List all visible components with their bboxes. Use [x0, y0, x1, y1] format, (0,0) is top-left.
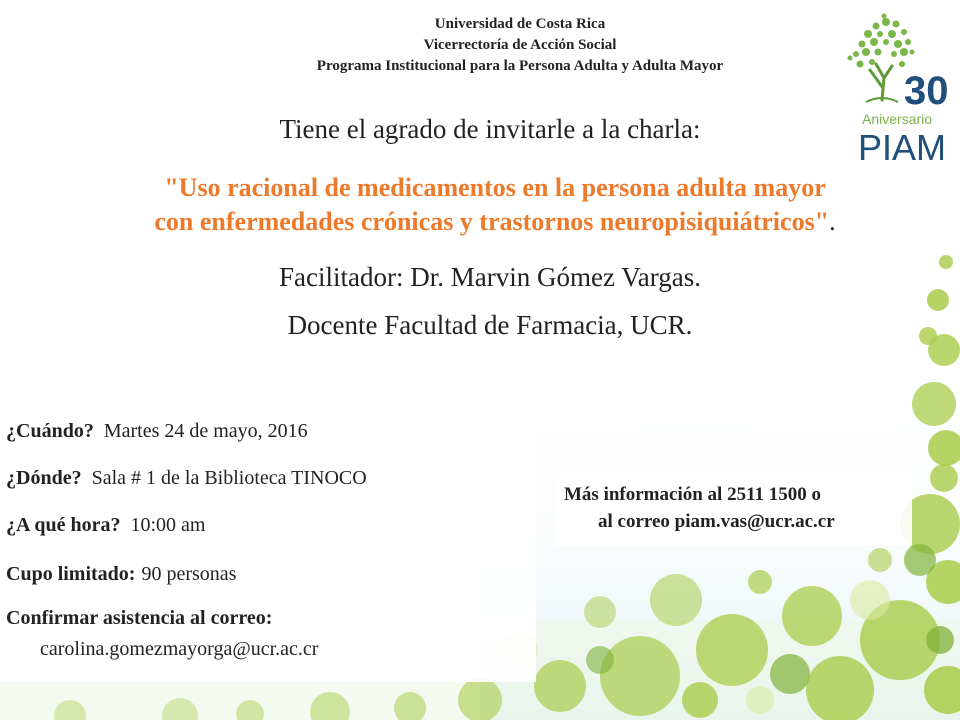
detail-time-value: 10:00 am [130, 514, 206, 536]
invitation-text: Tiene el agrado de invitarle a la charla: [279, 114, 701, 144]
header-vicerrectoria: Vicerrectoría de Acción Social [423, 37, 617, 53]
institution-header [200, 14, 840, 77]
logo-subtitle: Aniversario [862, 111, 933, 127]
more-info [560, 481, 900, 535]
header-program: Programa Institucional para la Persona Adulta y Adulta Mayor [316, 58, 724, 74]
logo-name: PIAM [858, 127, 947, 168]
detail-capacity-value: 90 personas [141, 563, 237, 585]
detail-confirm [6, 607, 272, 630]
facilitator-position: Docente Facultad de Farmacia, UCR. [287, 310, 693, 340]
detail-capacity-label: Cupo limitado: [6, 563, 136, 585]
talk-title-line-1: "Uso racional de medicamentos en la persona adulta mayor [164, 173, 826, 202]
talk-title-line-2 [0, 205, 960, 239]
header-university: Universidad de Costa Rica [434, 16, 606, 32]
talk-title-line-2-text: con enfermedades crónicas y trastornos neuropisiquiátricos" [154, 207, 830, 236]
talk-title-period: . [829, 207, 836, 236]
detail-where-value: Sala # 1 de la Biblioteca TINOCO [91, 467, 367, 489]
detail-where-label: ¿Dónde? [6, 467, 82, 489]
detail-capacity [6, 563, 236, 586]
detail-when-label: ¿Cuándo? [6, 420, 94, 442]
more-info-email: al correo piam.vas@ucr.ac.cr [598, 511, 835, 532]
detail-where [6, 467, 367, 490]
detail-time [6, 514, 205, 537]
detail-confirm-label: Confirmar asistencia al correo: [6, 607, 273, 629]
more-info-phone: Más información al 2511 1500 o [564, 484, 822, 505]
logo-number: 30 [904, 69, 949, 113]
detail-when [6, 420, 308, 443]
talk-title [0, 171, 960, 239]
detail-when-value: Martes 24 de mayo, 2016 [103, 420, 308, 442]
facilitator-text: Facilitador: Dr. Marvin Gómez Vargas. [279, 262, 701, 292]
detail-time-label: ¿A qué hora? [6, 514, 121, 536]
confirm-email: carolina.gomezmayorga@ucr.ac.cr [40, 638, 319, 660]
